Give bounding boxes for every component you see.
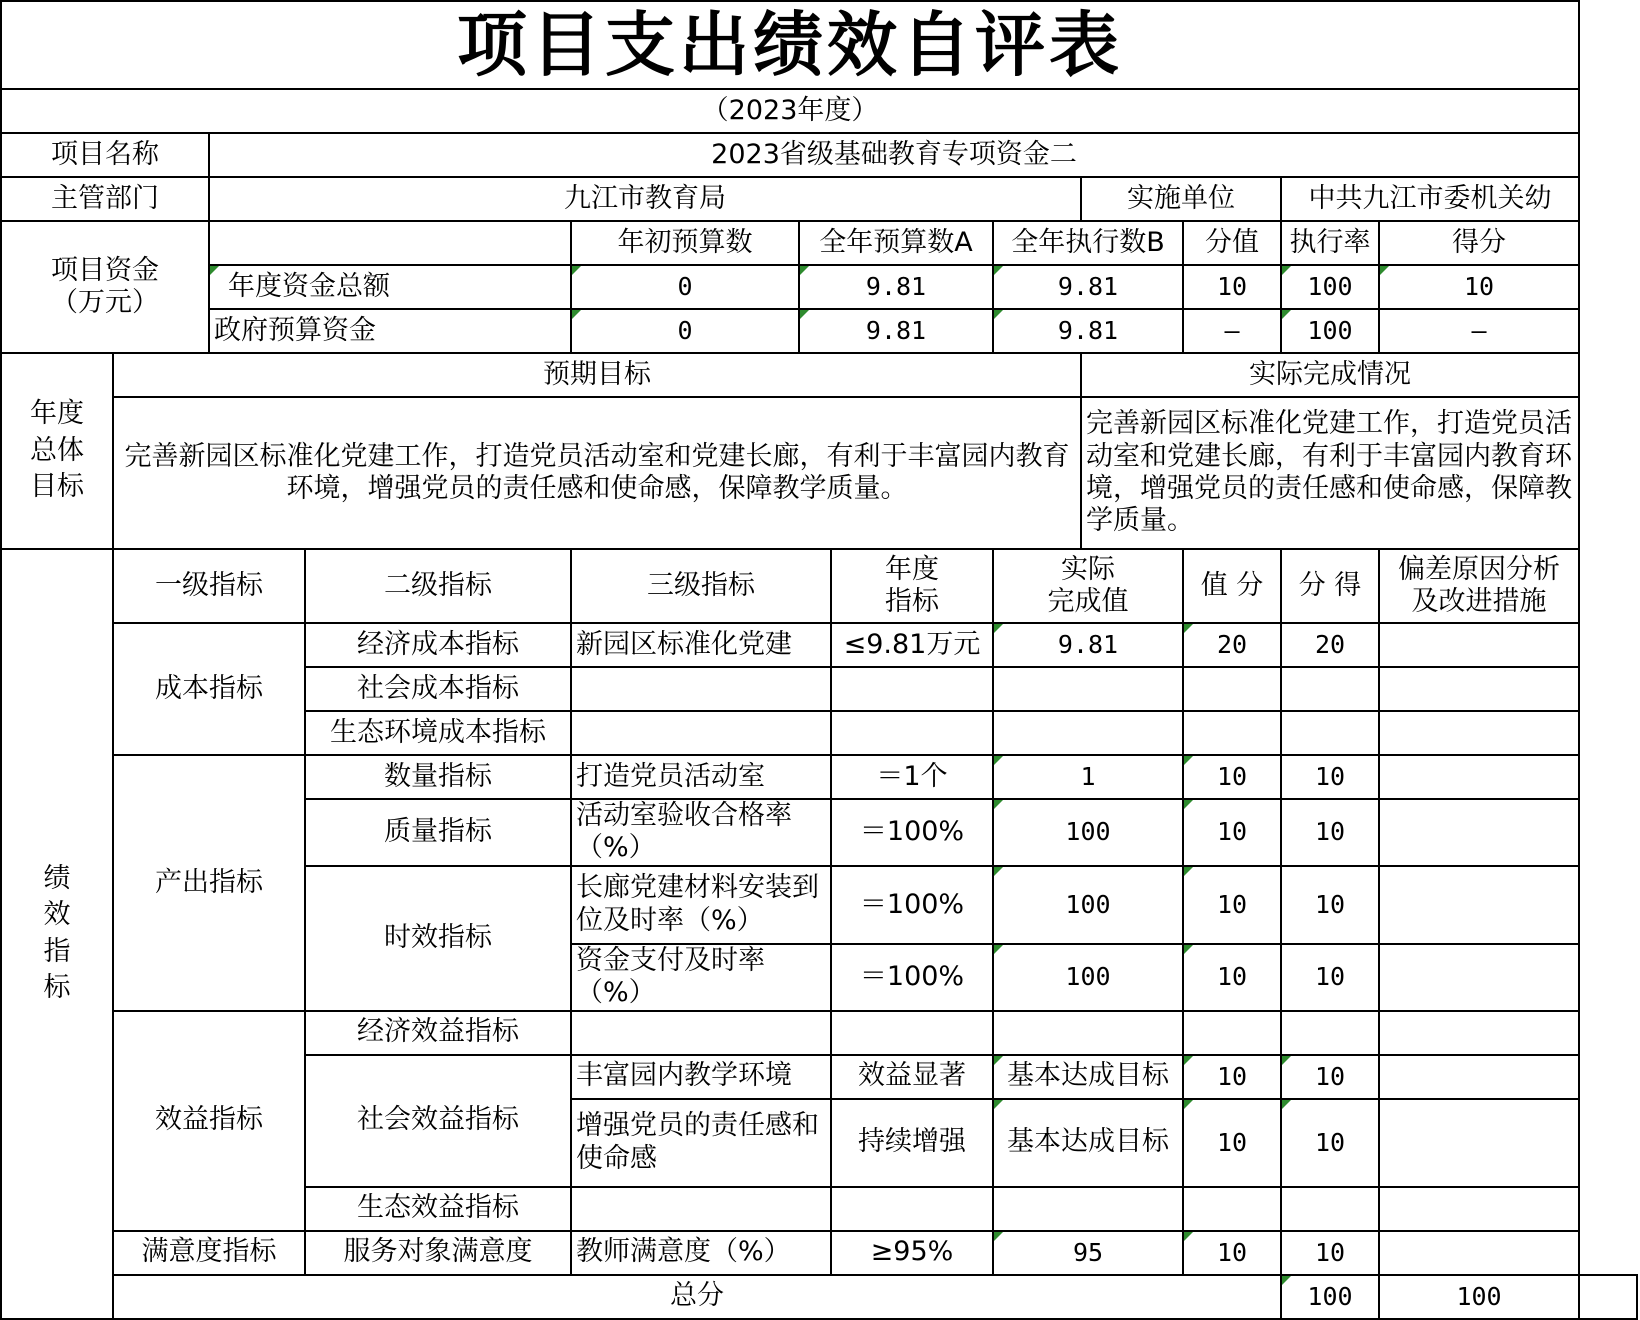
satisfaction-deviation[interactable] (1379, 1231, 1579, 1275)
eco-benefit-label: 生态效益指标 (305, 1187, 571, 1231)
economic-benefit-actual[interactable] (993, 1011, 1183, 1055)
funds-row-gov-rate[interactable]: 100 (1281, 309, 1379, 353)
quantity-actual[interactable]: 1 (993, 755, 1183, 799)
funds-row-total-executed[interactable]: 9.81 (993, 265, 1183, 309)
eco-cost-score-value[interactable] (1183, 711, 1281, 755)
time-label: 时效指标 (305, 866, 571, 1011)
quality-deviation[interactable] (1379, 799, 1579, 866)
header-level2: 二级指标 (305, 549, 571, 623)
funds-header-initial: 年初预算数 (571, 221, 799, 265)
time-deviation-2[interactable] (1379, 944, 1579, 1011)
header-deviation: 偏差原因分析 及改进措施 (1379, 549, 1579, 623)
time-actual-2[interactable]: 100 (993, 944, 1183, 1011)
economic-cost-score[interactable]: 20 (1281, 623, 1379, 667)
social-benefit-score-2[interactable]: 10 (1281, 1099, 1379, 1187)
quality-indicator[interactable]: 活动室验收合格率（%） (571, 799, 831, 866)
social-cost-actual[interactable] (993, 667, 1183, 711)
eco-benefit-indicator[interactable] (571, 1187, 831, 1231)
social-benefit-target-2[interactable]: 持续增强 (831, 1099, 993, 1187)
satisfaction-target[interactable]: ≥95% (831, 1231, 993, 1275)
economic-cost-deviation[interactable] (1379, 623, 1579, 667)
funds-row-total-score-value[interactable]: 10 (1183, 265, 1281, 309)
funds-row-gov-score[interactable]: — (1379, 309, 1579, 353)
funds-row-total-initial[interactable]: 0 (571, 265, 799, 309)
satisfaction-score-value[interactable]: 10 (1183, 1231, 1281, 1275)
funds-row-gov-name: 政府预算资金 (209, 309, 571, 353)
economic-cost-indicator[interactable]: 新园区标准化党建 (571, 623, 831, 667)
funds-row-gov-score-value[interactable]: — (1183, 309, 1281, 353)
quality-target[interactable]: ＝100% (831, 799, 993, 866)
satisfaction-score[interactable]: 10 (1281, 1231, 1379, 1275)
funds-row-total-name: 年度资金总额 (209, 265, 571, 309)
satisfaction-sub-label: 服务对象满意度 (305, 1231, 571, 1275)
quality-score-value[interactable]: 10 (1183, 799, 1281, 866)
header-score-value: 值 分 (1183, 549, 1281, 623)
time-score-1[interactable]: 10 (1281, 866, 1379, 944)
perf-indicator-label: 绩效指标 (1, 549, 113, 1319)
project-name-label: 项目名称 (1, 133, 209, 177)
time-actual-1[interactable]: 100 (993, 866, 1183, 944)
eco-cost-actual[interactable] (993, 711, 1183, 755)
quality-actual[interactable]: 100 (993, 799, 1183, 866)
economic-cost-actual[interactable]: 9.81 (993, 623, 1183, 667)
funds-row-total-rate[interactable]: 100 (1281, 265, 1379, 309)
social-benefit-score-value-2[interactable]: 10 (1183, 1099, 1281, 1187)
funds-label-line1: 项目资金 (51, 254, 159, 286)
header-level1: 一级指标 (113, 549, 305, 623)
actual-completion-header: 实际完成情况 (1081, 353, 1579, 397)
quality-label: 质量指标 (305, 799, 571, 866)
economic-cost-score-value[interactable]: 20 (1183, 623, 1281, 667)
eco-benefit-score-value[interactable] (1183, 1187, 1281, 1231)
social-cost-score[interactable] (1281, 667, 1379, 711)
social-benefit-label: 社会效益指标 (305, 1055, 571, 1187)
quantity-target[interactable]: ＝1个 (831, 755, 993, 799)
social-benefit-deviation-1[interactable] (1379, 1055, 1579, 1099)
funds-label-line2: （万元） (51, 287, 159, 318)
quantity-indicator[interactable]: 打造党员活动室 (571, 755, 831, 799)
output-indicator-label: 产出指标 (113, 755, 305, 1011)
time-indicator-2[interactable]: 资金支付及时率（%） (571, 944, 831, 1011)
unit-label: 实施单位 (1081, 177, 1281, 221)
economic-benefit-indicator[interactable] (571, 1011, 831, 1055)
time-target-1[interactable]: ＝100% (831, 866, 993, 944)
economic-benefit-label: 经济效益指标 (305, 1011, 571, 1055)
social-cost-deviation[interactable] (1379, 667, 1579, 711)
social-cost-label: 社会成本指标 (305, 667, 571, 711)
social-benefit-deviation-2[interactable] (1379, 1099, 1579, 1187)
eco-cost-label: 生态环境成本指标 (305, 711, 571, 755)
unit-value[interactable]: 中共九江市委机关幼 (1281, 177, 1579, 221)
quantity-score[interactable]: 10 (1281, 755, 1379, 799)
expected-goal-header: 预期目标 (113, 353, 1081, 397)
eco-benefit-actual[interactable] (993, 1187, 1183, 1231)
quantity-score-value[interactable]: 10 (1183, 755, 1281, 799)
year-label: （2023年度） (1, 89, 1579, 133)
project-name-value[interactable]: 2023省级基础教育专项资金二 (209, 133, 1579, 177)
social-benefit-indicator-2[interactable]: 增强党员的责任感和使命感 (571, 1099, 831, 1187)
funds-header-annual: 全年预算数A (799, 221, 993, 265)
eco-cost-score[interactable] (1281, 711, 1379, 755)
social-benefit-indicator-1[interactable]: 丰富园内教学环境 (571, 1055, 831, 1099)
dept-value[interactable]: 九江市教育局 (209, 177, 1081, 221)
social-cost-target[interactable] (831, 667, 993, 711)
satisfaction-actual[interactable]: 95 (993, 1231, 1183, 1275)
satisfaction-indicator[interactable]: 教师满意度（%） (571, 1231, 831, 1275)
funds-label (1, 221, 209, 353)
social-benefit-score-value-1[interactable]: 10 (1183, 1055, 1281, 1099)
benefit-indicator-label: 效益指标 (113, 1011, 305, 1231)
quantity-label: 数量指标 (305, 755, 571, 799)
funds-header-score: 得分 (1379, 221, 1579, 265)
economic-cost-target[interactable]: ≤9.81万元 (831, 623, 993, 667)
economic-benefit-score[interactable] (1281, 1011, 1379, 1055)
header-actual: 实际 完成值 (993, 549, 1183, 623)
funds-header-executed: 全年执行数B (993, 221, 1183, 265)
economic-benefit-target[interactable] (831, 1011, 993, 1055)
time-target-2[interactable]: ＝100% (831, 944, 993, 1011)
funds-row-gov-initial[interactable]: 0 (571, 309, 799, 353)
social-cost-score-value[interactable] (1183, 667, 1281, 711)
time-score-value-2[interactable]: 10 (1183, 944, 1281, 1011)
time-score-2[interactable]: 10 (1281, 944, 1379, 1011)
header-score: 分 得 (1281, 549, 1379, 623)
economic-benefit-score-value[interactable] (1183, 1011, 1281, 1055)
economic-benefit-deviation[interactable] (1379, 1011, 1579, 1055)
time-deviation-1[interactable] (1379, 866, 1579, 944)
funds-row-total-score[interactable]: 10 (1379, 265, 1579, 309)
time-score-value-1[interactable]: 10 (1183, 866, 1281, 944)
social-benefit-actual-2[interactable]: 基本达成目标 (993, 1099, 1183, 1187)
quantity-deviation[interactable] (1379, 755, 1579, 799)
annual-goal-label: 年度总体目标 (1, 353, 113, 549)
social-benefit-target-1[interactable]: 效益显著 (831, 1055, 993, 1099)
funds-row-gov-annual[interactable]: 9.81 (799, 309, 993, 353)
header-target: 年度 指标 (831, 549, 993, 623)
funds-row-total-annual[interactable]: 9.81 (799, 265, 993, 309)
eco-cost-indicator[interactable] (571, 711, 831, 755)
social-cost-indicator[interactable] (571, 667, 831, 711)
expected-goal-text[interactable]: 完善新园区标准化党建工作，打造党员活动室和党建长廊，有利于丰富园内教育环境，增强党员的责任感和使命感，保障教学质量。 (113, 397, 1081, 549)
funds-header-rate: 执行率 (1281, 221, 1379, 265)
funds-row-gov-executed[interactable]: 9.81 (993, 309, 1183, 353)
satisfaction-indicator-label: 满意度指标 (113, 1231, 305, 1275)
header-level3: 三级指标 (571, 549, 831, 623)
dept-label: 主管部门 (1, 177, 209, 221)
social-benefit-score-1[interactable]: 10 (1281, 1055, 1379, 1099)
eco-cost-target[interactable] (831, 711, 993, 755)
total-score[interactable]: 100 (1379, 1275, 1579, 1319)
economic-cost-label: 经济成本指标 (305, 623, 571, 667)
funds-header-score-value: 分值 (1183, 221, 1281, 265)
eco-benefit-deviation[interactable] (1379, 1187, 1579, 1231)
total-deviation[interactable] (1579, 1275, 1637, 1319)
eco-benefit-score[interactable] (1281, 1187, 1379, 1231)
quality-score[interactable]: 10 (1281, 799, 1379, 866)
eco-benefit-target[interactable] (831, 1187, 993, 1231)
time-indicator-1[interactable]: 长廊党建材料安装到位及时率（%） (571, 866, 831, 944)
funds-header-blank (209, 221, 571, 265)
total-score-value[interactable]: 100 (1281, 1275, 1379, 1319)
social-benefit-actual-1[interactable]: 基本达成目标 (993, 1055, 1183, 1099)
total-label: 总分 (113, 1275, 1281, 1319)
page-title: 项目支出绩效自评表 (1, 1, 1579, 89)
cost-indicator-label: 成本指标 (113, 623, 305, 755)
eco-cost-deviation[interactable] (1379, 711, 1579, 755)
actual-completion-text[interactable]: 完善新园区标准化党建工作，打造党员活动室和党建长廊，有利于丰富园内教育环境，增强党员的责任感和使命感，保障教学质量。 (1081, 397, 1579, 549)
